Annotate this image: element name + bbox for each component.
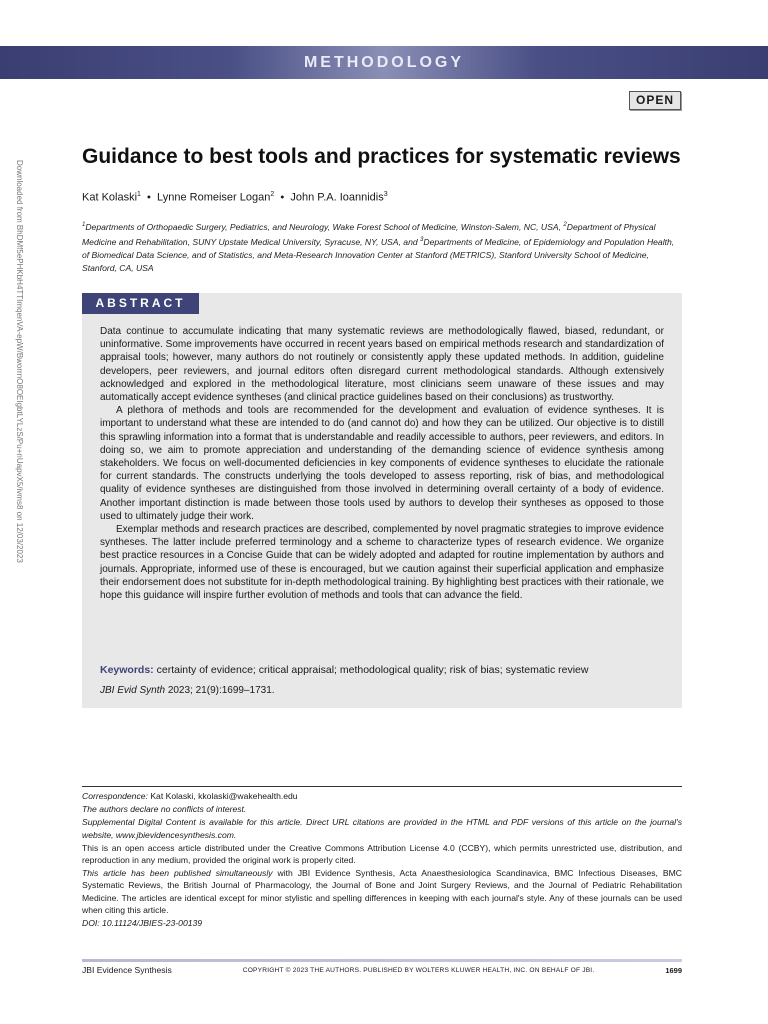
footer-journal: JBI Evidence Synthesis [82, 965, 172, 975]
author-name: Kat Kolaski [82, 191, 138, 204]
abstract-paragraph: Data continue to accumulate indicating that many systematic reviews are methodologically flawed, biased, redundant, or uninformative. Some improvements have occurred in recent years based on empirical methods research and standardization of appraisal tools; however, many authors do not routinely or consistently apply these updated methods. In addition, guideline developers, peer reviewers, and journal editors often disregard current methodological standards. Although extensively acknowledged and explored in the methodological literature, most clinicians seem unaware of these issues and may automatically accept evidence syntheses (and clinical practice guidelines based on their conclusions) as trustworthy. [100, 326, 664, 404]
affiliation-text: Department of Physical Medicine and Rehabilitation, SUNY Upstate Medical University, Syracuse, NY, USA, and [82, 221, 656, 247]
affiliation-text: Departments of Medicine, of Epidemiology and Population Health, of Biomedical Data Science, and of Statistics, and Meta-Research Innovation Center at Stanford (METRICS), Stanford University School of Medicine, Stanford, CA, USA [82, 236, 675, 274]
author-affiliation-mark: 2 [270, 191, 275, 198]
author-list [82, 191, 388, 204]
conflicts-note: The authors declare no conflicts of interest. [82, 804, 247, 815]
simultaneous-note [82, 867, 682, 916]
keywords-line [100, 664, 670, 676]
author-separator: • [144, 191, 154, 204]
section-banner [0, 46, 768, 79]
affiliation-text: Departments of Orthopaedic Surgery, Pediatrics, and Neurology, Wake Forest School of Medicine, Winston-Salem, NC, USA, [85, 221, 564, 232]
footnote-divider [82, 786, 682, 787]
keywords-text: certainty of evidence; critical appraisal; methodological quality; risk of bias; systematic review [156, 664, 589, 676]
author-affiliation-mark: 3 [383, 191, 388, 198]
correspondence-text: Kat Kolaski, kkolaski@wakehealth.edu [150, 791, 298, 801]
author-separator: • [277, 191, 288, 204]
correspondence-label: Correspondence: [82, 791, 148, 801]
affiliation-mark: 2 [563, 222, 567, 228]
abstract-paragraph: A plethora of methods and tools are recommended for the development and evaluation of evidence syntheses. It is important to understand what these are intended to do (and cannot do) and how they can be utilized. Our objective is to distill this sprawling information into a format that is understandable and readily accessible to authors, peer reviewers, and editors. In doing so, we aim to promote appreciation and understanding of the demanding science of evidence synthesis among stakeholders. We focus on well-documented deficiencies in key components of evidence syntheses to elucidate the rationale for current standards. The constructs underlying the tools developed to assess reporting, risk of bias, and methodological quality of evidence syntheses are distinguished from those involved in determining overall certainty of a body of evidence. Another important distinction is made between those tools used by authors to develop their syntheses as opposed to those used to ultimately judge their work. [100, 405, 664, 522]
keywords-label: Keywords: [100, 664, 154, 676]
author-name: Lynne Romeiser Logan [157, 191, 271, 204]
simultaneous-text: with JBI Evidence Synthesis, Acta Anaesthesiologica Scandinavica, BMC Infectious Diseases, BMC Systematic Reviews, the British Journal of Pharmacology, the Journal of Bone and Joint Surgery Reviews, and the Journal of Pediatric Rehabilitation Medicine. The articles are identical except for minor stylistic and spelling differences in keeping with each journal's style. Any of these journals can be used when citing this article. [82, 868, 682, 915]
citation-details: 2023; 21(9):1699–1731. [167, 685, 275, 696]
correspondence-note [82, 790, 682, 802]
affiliation-mark: 1 [82, 222, 86, 228]
download-watermark [14, 160, 24, 630]
affiliation-mark: 3 [420, 237, 424, 244]
article-title: Guidance to best tools and practices for systematic reviews [82, 145, 681, 168]
abstract-paragraph: Exemplar methods and research practices are described, complemented by novel pragmatic strategies to improve evidence syntheses. The latter include preferred terminology and a scheme to characterize types of research evidence. We organize best practice resources in a Concise Guide that can be widely adopted and adapted for routine implementation by authors and journals. Appropriate, informed use of these is encouraged, but we caution against their superficial application and emphasize their endorsement does not substitute for in-depth methodological training. By highlighting best practices with their rationale, we hope this guidance will inspire further evolution of methods and tools that can advance the field. [100, 524, 664, 602]
page-footer [82, 965, 682, 975]
license-note: This is an open access article distributed under the Creative Commons Attribution License 4.0 (CCBY), which permits unrestricted use, distribution, and reproduction in any medium, provided the original work is properly cited. [82, 842, 682, 866]
supplemental-note: Supplemental Digital Content is available for this article. Direct URL citations are provided in the HTML and PDF versions of this article on the journal's website, www.jbievidencesynthesis.com. [82, 817, 682, 840]
abstract-heading: ABSTRACT [82, 293, 199, 314]
download-watermark-text: Downloaded from BhDMf5ePHKbH4TTImqenVA-epW/BworrnO8OEIgbtLYLzS/Pu+nUapvX5/ivms8 on 12/03/2023 [15, 160, 24, 563]
footnotes [82, 790, 682, 930]
section-label: METHODOLOGY [303, 53, 465, 71]
page-number: 1699 [665, 965, 682, 975]
abstract-body [100, 325, 664, 602]
page-footer-rule [82, 959, 682, 962]
affiliations [82, 219, 682, 276]
simultaneous-label: This article has been published simultaneously [82, 868, 273, 879]
footer-copyright: COPYRIGHT © 2023 THE AUTHORS. PUBLISHED BY WOLTERS KLUWER HEALTH, INC. ON BEHALF OF JBI. [242, 966, 595, 974]
citation-line [100, 685, 275, 696]
author-name: John P.A. Ioannidis [290, 191, 384, 204]
open-access-badge: OPEN [629, 91, 681, 110]
citation-journal: JBI Evid Synth [100, 685, 166, 696]
author-affiliation-mark: 1 [137, 191, 141, 198]
doi-note: DOI: 10.11124/JBIES-23-00139 [82, 918, 203, 929]
